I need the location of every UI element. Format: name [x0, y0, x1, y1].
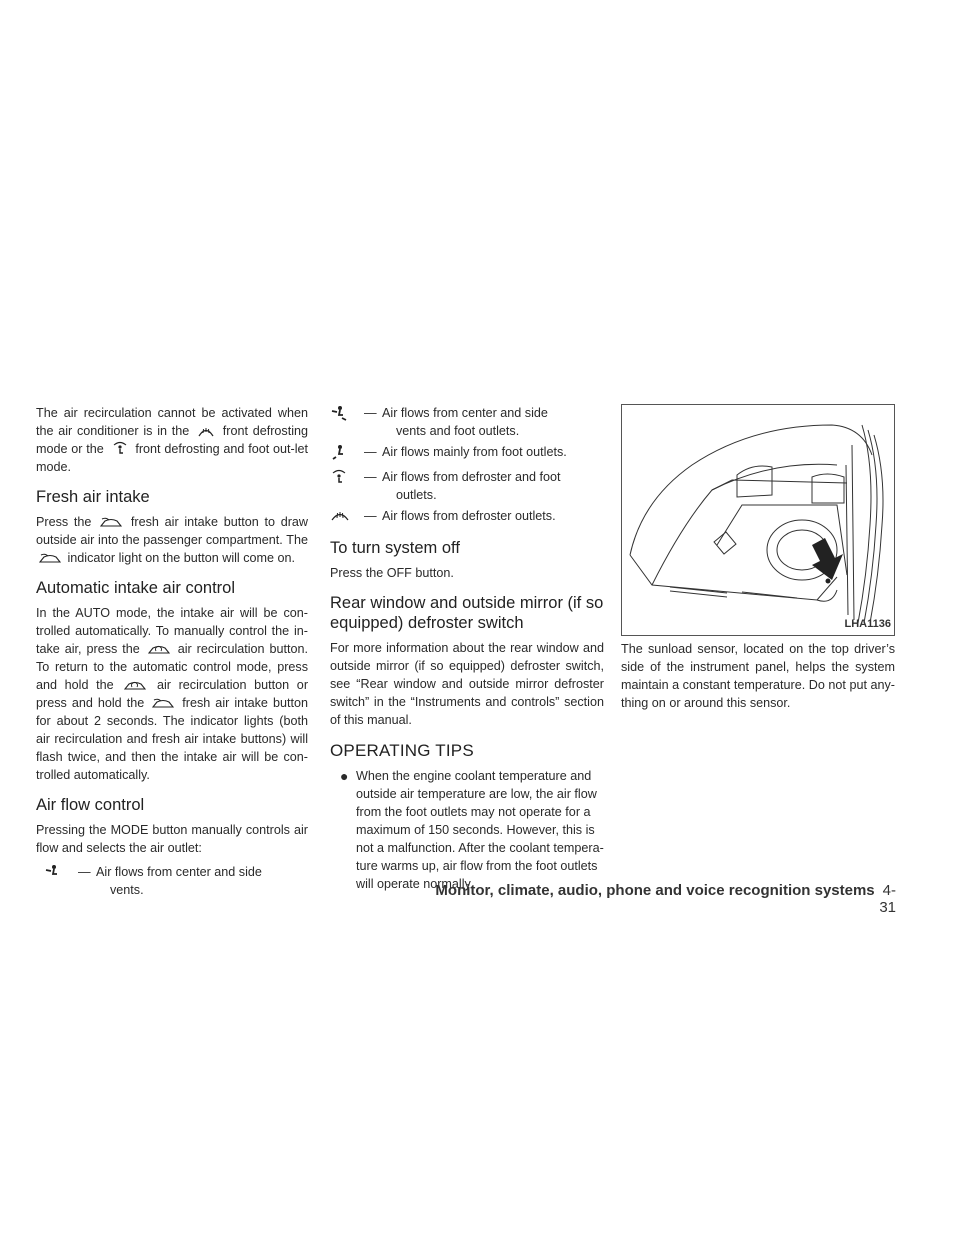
section-title: Monitor, climate, audio, phone and voice recognition systems — [435, 882, 875, 899]
auto-intake-heading: Automatic intake air control — [36, 579, 236, 597]
mode-vent-row: — Air flows from center and side vents. — [44, 863, 308, 899]
column-right — [621, 404, 895, 712]
sunload-sensor-paragraph: The sunload sensor, located on the top driver’s side of the instrument panel, helps the system maintain a constant temperature. Do not put any-thing on or around this sensor. — [621, 642, 895, 710]
defrost-foot-mode-icon — [330, 468, 364, 490]
column-middle — [330, 404, 604, 893]
arrow-icon — [812, 538, 843, 580]
fresh-air-paragraph: Press the fresh air intake button to draw outside air into the passenger compartment. The indicator light on the button will come on. — [36, 515, 308, 565]
tip-list-item: ● When the engine coolant temperature and outside air temperature are low, the air flow from the foot outlets may not operate for a maximum of 150 seconds. However, this is not a malfunction. After the coolant tempera-ture warms up, air flow from the foot outlets will operate normally. — [340, 768, 604, 891]
car-interior-illustration — [622, 405, 894, 635]
mode-defrost-foot-row: — Air flows from defroster and foot outlets. — [330, 468, 604, 504]
page-number: 4-31 — [879, 882, 896, 916]
bilevel-mode-icon — [330, 404, 364, 426]
defrost-foot-icon — [111, 440, 129, 456]
recirculation-icon-2 — [124, 679, 146, 692]
mode-foot-row: — Air flows mainly from foot outlets. — [330, 443, 604, 465]
intro-paragraph: The air recirculation cannot be activated when the air conditioner is in the front defrosting mode or the front defrosting and foot out-let mode. — [36, 406, 309, 474]
auto-intake-paragraph: In the AUTO mode, the intake air will be con-trolled automatically. To manually control the in-take air, press the air recirculation button. To return to the automatic control mode, press and hold the air recirculation button or press and hold the fresh air intake button for about 2 seconds. The indicator lights (both air recirculation and fresh air intake buttons) will flash twice, and then the intake air will be con-trolled automatically. — [36, 606, 309, 782]
page-footer — [420, 882, 896, 916]
sensor-dot — [826, 579, 831, 584]
turn-off-paragraph: Press the OFF button. — [330, 566, 454, 580]
figure-label: LHA1136 — [844, 618, 891, 630]
operating-tips-heading: OPERATING TIPS — [330, 741, 474, 760]
fresh-air-indicator-icon — [39, 553, 61, 565]
turn-off-heading: To turn system off — [330, 539, 460, 557]
rear-defroster-paragraph: For more information about the rear window and outside mirror (if so equipped) defroster switch, see “Rear window and outside mirror defroster switch” in the “Instruments and controls” section of this manual. — [330, 641, 604, 727]
air-flow-heading: Air flow control — [36, 796, 145, 814]
bullet: ● — [340, 768, 349, 784]
defrost-mode-icon — [330, 507, 364, 527]
mode-defrost-row: — Air flows from defroster outlets. — [330, 507, 604, 527]
vent-mode-icon — [44, 863, 78, 885]
sunload-sensor-figure — [621, 404, 895, 636]
air-flow-paragraph: Pressing the MODE button manually controls air flow and selects the air outlet: — [36, 823, 308, 855]
fresh-air-icon-2 — [152, 698, 174, 710]
fresh-air-icon — [100, 517, 122, 529]
foot-mode-icon — [330, 443, 364, 465]
mode-bilevel-row: — Air flows from center and side vents and foot outlets. — [330, 404, 604, 440]
column-left — [36, 404, 308, 899]
defrost-icon — [197, 424, 215, 438]
rear-defroster-heading: Rear window and outside mirror (if so equipped) defroster switch — [330, 594, 604, 632]
fresh-air-heading: Fresh air intake — [36, 488, 150, 506]
recirculation-icon — [148, 643, 170, 656]
